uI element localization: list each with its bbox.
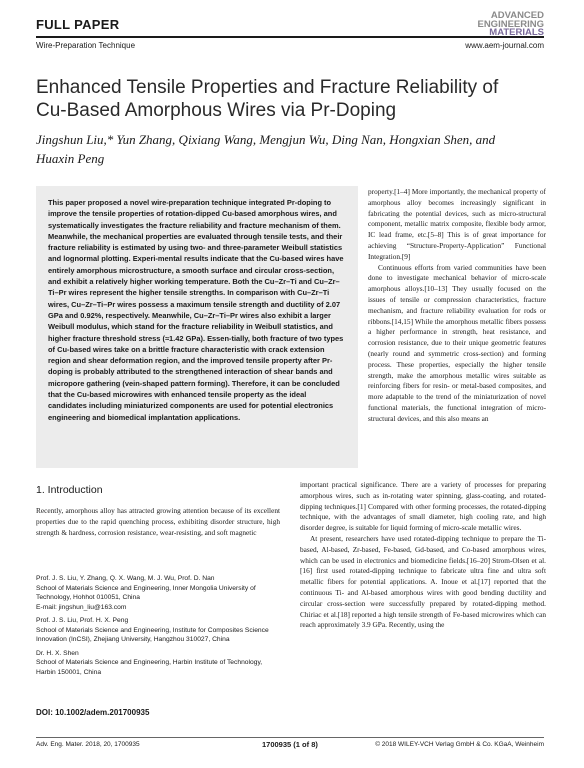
affiliations <box>36 574 280 681</box>
article-title: Enhanced Tensile Properties and Fracture Reliability of Cu-Based Amorphous Wires via Pr-Doping <box>36 77 499 121</box>
affiliation-3: Dr. H. X. Shen School of Materials Science and Engineering, Harbin Institute of Technology, Harbin 150001, China <box>36 649 263 676</box>
intro-paragraph-2: Continuous efforts from varied communities have been done to investigate mechanical behavior of micro-scale amorphous alloys.[10–13] They usually focused on the issues of tensile or compression characteristics, fracture mechanism, and fracture reliability evaluation for rods or ribbons.[14,15] While the amorphous metallic fibers possess a higher performance in strength, heat resistance, and corrosion resistance, due to their unique geometric features (nearly round and symmetric cross-section) and forming process. These properties, especially the higher tensile strength, make the amorphous metallic wires suitable as reinforcing fibers for resin- or metal-based composites, and more adaptable to the trend of the miniaturization of novel functional materials, the functional integration of micro-structural devices, and this also means an <box>368 262 546 423</box>
intro-paragraph-4: At present, researchers have used rotated-dipping technique to prepare the Ti-based, Al-based, Zr-based, Fe-based, Gd-based, and Co-based amorphous wires, which can be used in electronics and biomedicine fields.[16–20] Strom-Olsen et al.[16] first used rotated-dipping technique to fabricate ultra fine and ultra soft metallic fibers for potential applications. A. Inoue et al.[17] reported that the continuous Ti- and Al-based amorphous wires with good bending ductility and circular cross-section were successfully prepared by rotated-dipping method. Chiriac et al.[18] reported a high tensile strength of Fe-based microwires which can reach approximately 3.9 GPa. Recently, using the <box>300 533 546 630</box>
author-list: Jingshun Liu,* Yun Zhang, Qixiang Wang, Mengjun Wu, Ding Nan, Hongxian Shen, and Huaxin Peng <box>36 132 496 166</box>
logo-line-1: ADVANCED <box>490 10 544 21</box>
affiliation-2: Prof. J. S. Liu, Prof. H. X. Peng School of Materials Science and Engineering, Institute for Composites Science Innovation (InCSI), Zhejiang University, Hangzhou 310027, China <box>36 617 269 643</box>
affiliation-1: Prof. J. S. Liu, Y. Zhang, Q. X. Wang, M. J. Wu, Prof. D. Nan School of Materials Science and Engineering, Inner Mongolia University of Technology, Hohhot 010051, China E-mail: jingshun_liu@163.com <box>36 575 256 611</box>
intro-paragraph-1: property.[1–4] More importantly, the mechanical property of amorphous alloy becomes increasingly significant in fabricating the potential devices, such as micro-structural component, metallic matrix composite, flexible body armor, IC lead frame, etc.[5–8] This is of great importance for achieving “Structure-Property-Application” Functional Integration.[9] <box>368 187 546 261</box>
article-type-label: FULL PAPER <box>36 17 120 32</box>
journal-url-link[interactable]: www.aem-journal.com <box>465 41 544 50</box>
intro-paragraph-3: important practical significance. There are a variety of processes for preparing amorphous wires, such as in-rotating water spinning, glass-coating, and rotated-dipping techniques.[1] Compared with other forming processes, the rotated-dipping technique, with the advantages of small diameter, high cooling rate, and high disorder degree, is suitable for liquid forming of micro-scale metallic wires. <box>300 480 546 533</box>
logo-line-3: MATERIALS <box>489 27 544 38</box>
right-bottom-text <box>300 480 546 631</box>
right-column-text <box>368 187 546 425</box>
introduction-text: Recently, amorphous alloy has attracted growing attention because of its excellent properties due to the rapid quenching process, exhibiting disorder structure, high strength & hardness, corrosion resistance, wear-resisting, and soft magnetic <box>36 506 280 537</box>
introduction-heading: 1. Introduction <box>36 484 103 496</box>
journal-logo <box>462 12 544 38</box>
doi-link[interactable]: DOI: 10.1002/adem.201700935 <box>36 708 150 717</box>
logo-line-2: ENGINEERING <box>477 18 544 30</box>
abstract-text: This paper proposed a novel wire-preparation technique integrated Pr-doping to improve the tensile properties of rotation-dipped Cu-based amorphous wires, and systematically investigates the fracture reliability and fracture mechanism of them. Meanwhile, the mechanical properties are evaluated through tensile tests, and their fracture reliability is estimated by using two- and three-parameter Weibull statistics and lognormal plotting. Experi-mental results indicate that the Cu-based wires have entirely amorphous microstructure, a smooth surface and circular cross-section, and exhibit a relatively higher working temperature. Both the Cu–Zr–Ti and Cu–Zr–Ti–Pr wires represent the higher tensile strengths. In comparison with Cu–Zr–Ti wires, Cu–Zr–Ti–Pr wires possess a maximum tensile strength and ductility of 2.07 GPa and 0.92%, respectively. Meanwhile, Cu–Zr–Ti–Pr wires also exhibit a larger Weibull modulus, which stand for the fracture reliability in Weibull statistics, and higher fracture threshold stress (≈1.42 GPa). Essen-tially, both fracture of two types of Cu-based wires take on a brittle fracture characteristic with crack extension region and shear deformation region, and the improved tensile property after Pr-doping is probably attributed to the strengthened interaction of shear bands and micropore gathering (vein-shaped pattern forming). Therefore, it can be concluded that the Cu-based microwires with enhanced tensile property as the ideal candidates including miniaturized components are used for potential electronics engineering and biomedical implantation applications. <box>48 198 344 422</box>
footer-rule <box>36 737 544 738</box>
footer-copyright: © 2018 WILEY-VCH Verlag GmbH & Co. KGaA, Weinheim <box>375 741 544 748</box>
footer-page-number: 1700935 (1 of 8) <box>262 740 318 749</box>
section-label: Wire-Preparation Technique <box>36 41 136 50</box>
footer-journal-citation: Adv. Eng. Mater. 2018, 20, 1700935 <box>36 741 140 748</box>
